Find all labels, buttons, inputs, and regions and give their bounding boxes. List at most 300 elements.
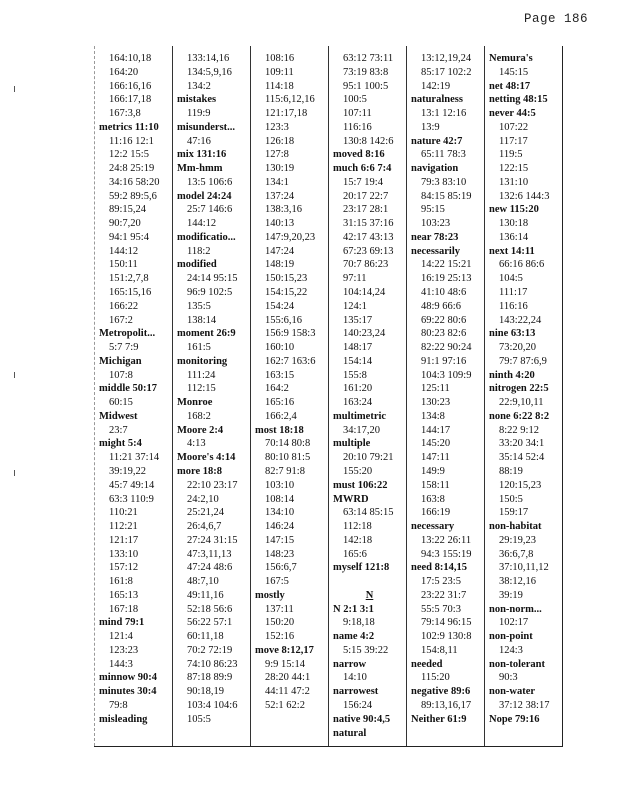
index-reference: 109:11 <box>265 66 294 78</box>
index-reference: 138:3,16 <box>265 204 303 216</box>
index-reference: 5:7 7:9 <box>109 342 139 354</box>
index-reference: 5:15 39:22 <box>343 644 389 656</box>
index-term: moved 8:16 <box>333 149 385 161</box>
index-reference: 166:19 <box>421 507 451 519</box>
index-reference: 166:22 <box>109 300 139 312</box>
index-reference: 44:11 47:2 <box>265 686 310 698</box>
margin-mark <box>14 470 15 476</box>
index-term: more 18:8 <box>177 465 222 477</box>
index-reference: 25:21,24 <box>187 507 225 519</box>
index-column <box>94 46 172 746</box>
index-reference: 69:22 80:6 <box>421 314 467 326</box>
index-reference: 154:8,11 <box>421 644 458 656</box>
index-reference: 28:20 44:1 <box>265 672 311 684</box>
index-reference: 145:15 <box>499 66 529 78</box>
index-term: modificatio... <box>177 231 236 243</box>
index-reference: 104:3 109:9 <box>421 369 472 381</box>
index-term: narrowest <box>333 686 379 698</box>
index-reference: 48:9 66:6 <box>421 300 461 312</box>
index-term: monitoring <box>177 355 228 367</box>
index-reference: 34:17,20 <box>343 424 381 436</box>
index-reference: 127:8 <box>265 149 289 161</box>
index-reference: 23:17 28:1 <box>343 204 389 216</box>
index-reference: 159:17 <box>499 507 529 519</box>
index-reference: 24:8 25:19 <box>109 163 155 175</box>
index-reference: 24:2,10 <box>187 493 219 505</box>
index-term: necessary <box>411 521 455 533</box>
index-reference: 143:22,24 <box>499 314 542 326</box>
index-term: new 115:20 <box>489 204 539 216</box>
index-reference: 107:22 <box>499 121 529 133</box>
index-reference: 112:21 <box>109 521 138 533</box>
index-reference: 33:20 34:1 <box>499 438 545 450</box>
index-reference: 132:6 144:3 <box>499 190 550 202</box>
index-term: Midwest <box>99 410 138 422</box>
index-reference: 35:14 52:4 <box>499 452 545 464</box>
index-reference: 79:14 96:15 <box>421 617 472 629</box>
index-reference: 161:8 <box>109 576 133 588</box>
index-reference: 154:15,22 <box>265 287 308 299</box>
index-reference: 165:16 <box>265 397 295 409</box>
index-term: mind 79:1 <box>99 617 145 629</box>
index-reference: 79:8 <box>109 699 128 711</box>
index-reference: 135:5 <box>187 300 211 312</box>
index-reference: 147:9,20,23 <box>265 231 316 243</box>
index-reference: 130:23 <box>421 397 451 409</box>
index-reference: 167:18 <box>109 603 139 615</box>
index-term: non-habitat <box>489 521 542 533</box>
index-term: moment 26:9 <box>177 328 236 340</box>
index-reference: 79:3 83:10 <box>421 176 467 188</box>
margin-mark <box>14 86 15 92</box>
index-reference: 4:13 <box>187 438 206 450</box>
index-term: minutes 30:4 <box>99 686 157 698</box>
index-reference: 52:18 56:6 <box>187 603 233 615</box>
index-term: next 14:11 <box>489 245 535 257</box>
index-reference: 118:2 <box>187 245 211 257</box>
index-reference: 133:14,16 <box>187 53 230 64</box>
index-reference: 55:5 70:3 <box>421 603 461 615</box>
index-term: must 106:22 <box>333 479 388 491</box>
index-reference: 108:14 <box>265 493 295 505</box>
index-reference: 148:23 <box>265 548 295 560</box>
index-term: Nemura's <box>489 53 533 64</box>
index-reference: 94:1 95:4 <box>109 231 149 243</box>
index-reference: 91:1 97:16 <box>421 355 467 367</box>
index-reference: 79:7 87:6,9 <box>499 355 547 367</box>
index-reference: 165:13 <box>109 589 139 601</box>
index-term: move 8:12,17 <box>255 644 314 656</box>
index-reference: 112:15 <box>187 383 216 395</box>
index-reference: 102:9 130:8 <box>421 631 472 643</box>
index-reference: 150:11 <box>109 259 138 271</box>
index-reference: 108:16 <box>265 53 295 64</box>
index-reference: 59:2 89:5,6 <box>109 190 157 202</box>
index-term: narrow <box>333 658 367 670</box>
index-reference: 39:19 <box>499 589 523 601</box>
index-reference: 148:17 <box>343 342 373 354</box>
index-reference: 164:20 <box>109 66 139 78</box>
index-reference: 119:5 <box>499 149 523 161</box>
index-reference: 140:23,24 <box>343 328 386 340</box>
index-reference: 70:7 86:23 <box>343 259 389 271</box>
index-reference: 167:2 <box>109 314 133 326</box>
index-term: Nope 79:16 <box>489 713 540 725</box>
index-reference: 22:10 23:17 <box>187 479 238 491</box>
index-reference: 95:15 <box>421 204 445 216</box>
index-reference: 145:20 <box>421 438 451 450</box>
index-reference: 42:17 43:13 <box>343 231 394 243</box>
index-term: N 2:1 3:1 <box>333 603 374 615</box>
index-reference: 82:7 91:8 <box>265 465 305 477</box>
index-reference: 15:7 19:4 <box>343 176 383 188</box>
index-term: much 6:6 7:4 <box>333 163 392 175</box>
index-reference: 45:7 49:14 <box>109 479 155 491</box>
index-reference: 37:10,11,12 <box>499 562 549 574</box>
index-reference: 9:18,18 <box>343 617 375 629</box>
index-reference: 119:9 <box>187 108 211 120</box>
index-reference: 158:11 <box>421 479 450 491</box>
index-reference: 63:3 110:9 <box>109 493 154 505</box>
index-reference: 20:10 79:21 <box>343 452 394 464</box>
index-reference: 116:16 <box>343 121 372 133</box>
index-reference: 73:19 83:8 <box>343 66 389 78</box>
index-term: nine 63:13 <box>489 328 536 340</box>
index-reference: 11:16 12:1 <box>109 135 154 147</box>
index-column <box>172 46 250 746</box>
index-reference: 152:16 <box>265 631 295 643</box>
index-reference: 87:18 89:9 <box>187 672 233 684</box>
index-reference: 23:7 <box>109 424 128 436</box>
index-reference: 80:23 82:6 <box>421 328 467 340</box>
index-term: mostly <box>255 589 285 601</box>
index-reference: 67:23 69:13 <box>343 245 394 257</box>
index-reference: 13:1 12:16 <box>421 108 467 120</box>
index-reference: 47:16 <box>187 135 211 147</box>
index-reference: 134:1 <box>265 176 289 188</box>
index-reference: 148:19 <box>265 259 295 271</box>
index-term: Neither 61:9 <box>411 713 467 725</box>
index-reference: 13:9 <box>421 121 440 133</box>
index-reference: 126:18 <box>265 135 295 147</box>
index-term: non-tolerant <box>489 658 545 670</box>
index-term: nitrogen 22:5 <box>489 383 549 395</box>
index-term: needed <box>411 658 443 670</box>
index-reference: 34:16 58:20 <box>109 176 160 188</box>
index-reference: 16:19 25:13 <box>421 273 472 285</box>
index-term: non-water <box>489 686 536 698</box>
index-reference: 107:11 <box>343 108 372 120</box>
index-reference: 56:22 57:1 <box>187 617 233 629</box>
index-term: native 90:4,5 <box>333 713 391 725</box>
index-column <box>250 46 328 746</box>
index-reference: 163:8 <box>421 493 445 505</box>
index-reference: 115:6,12,16 <box>265 94 315 106</box>
index-reference: 11:21 37:14 <box>109 452 160 464</box>
index-column <box>406 46 484 746</box>
index-reference: 112:18 <box>343 521 372 533</box>
index-term: Michigan <box>99 355 142 367</box>
index-term: natural <box>333 727 367 739</box>
index-term: metrics 11:10 <box>99 121 159 133</box>
index-reference: 74:10 86:23 <box>187 658 238 670</box>
index-term: mistakes <box>177 94 217 106</box>
index-reference: 13:12,19,24 <box>421 53 472 64</box>
index-reference: 96:9 102:5 <box>187 287 233 299</box>
index-reference: 24:14 95:15 <box>187 273 238 285</box>
index-reference: 155:20 <box>343 465 373 477</box>
index-reference: 167:5 <box>265 576 289 588</box>
index-reference: 156:6,7 <box>265 562 297 574</box>
index-reference: 154:24 <box>265 300 295 312</box>
index-term: modified <box>177 259 217 271</box>
index-reference: 49:11,16 <box>187 589 224 601</box>
index-reference: 94:3 155:19 <box>421 548 472 560</box>
index-term: need 8:14,15 <box>411 562 467 574</box>
index-reference: 31:15 37:16 <box>343 218 394 230</box>
page-number-label: Page 186 <box>523 12 588 26</box>
index-reference: 27:24 31:15 <box>187 534 238 546</box>
index-reference: 120:15,23 <box>499 479 542 491</box>
index-term: negative 89:6 <box>411 686 471 698</box>
index-reference: 110:21 <box>109 507 138 519</box>
index-term: near 78:23 <box>411 231 459 243</box>
index-term: naturalness <box>411 94 463 106</box>
index-reference: 36:6,7,8 <box>499 548 534 560</box>
index-reference: 63:14 85:15 <box>343 507 394 519</box>
index-reference: 47:24 48:6 <box>187 562 233 574</box>
index-reference: 115:20 <box>421 672 450 684</box>
index-reference: 137:11 <box>265 603 294 615</box>
index-reference: 90:3 <box>499 672 518 684</box>
index-term: multimetric <box>333 410 387 422</box>
index-reference <box>333 575 406 589</box>
index-reference: 156:24 <box>343 699 373 711</box>
index-reference: 111:17 <box>499 287 528 299</box>
index-reference: 107:8 <box>109 369 133 381</box>
index-reference: 89:15,24 <box>109 204 147 216</box>
index-reference: 144:12 <box>109 245 139 257</box>
index-reference: 163:15 <box>265 369 295 381</box>
index-term: netting 48:15 <box>489 94 548 106</box>
index-reference: 114:18 <box>265 80 294 92</box>
index-term: Monroe <box>177 397 213 409</box>
index-term: myself 121:8 <box>333 562 390 574</box>
index-reference: 104:14,24 <box>343 287 386 299</box>
index-reference: 151:2,7,8 <box>109 273 149 285</box>
index-reference: 136:14 <box>499 231 529 243</box>
index-reference: 97:11 <box>343 273 367 285</box>
index-reference: 63:12 73:11 <box>343 53 394 64</box>
index-reference: 116:16 <box>499 300 528 312</box>
index-reference: 39:19,22 <box>109 465 147 477</box>
index-reference: 17:5 23:5 <box>421 576 461 588</box>
index-reference: 26:4,6,7 <box>187 521 222 533</box>
index-reference: 166:16,16 <box>109 80 152 92</box>
index-reference: 85:17 102:2 <box>421 66 472 78</box>
index-term: misunderst... <box>177 121 236 133</box>
index-reference: 102:17 <box>499 617 529 629</box>
index-reference: 100:5 <box>343 94 367 106</box>
index-reference: 124:1 <box>343 300 367 312</box>
index-reference: 48:7,10 <box>187 576 219 588</box>
index-reference: 165:15,16 <box>109 287 152 299</box>
index-term: Metropolit... <box>99 328 156 340</box>
index-reference: 89:13,16,17 <box>421 699 472 711</box>
index-column <box>328 46 406 746</box>
index-term: minnow 90:4 <box>99 672 158 684</box>
index-reference: 88:19 <box>499 465 523 477</box>
index-reference: 12:2 15:5 <box>109 149 149 161</box>
index-reference: 162:7 163:6 <box>265 355 316 367</box>
index-reference: 123:23 <box>109 644 139 656</box>
index-reference: 147:15 <box>265 534 295 546</box>
index-term: nature 42:7 <box>411 135 463 147</box>
index-term: MWRD <box>333 493 369 505</box>
index-term: multiple <box>333 438 371 450</box>
index-reference: 84:15 85:19 <box>421 190 472 202</box>
index-reference: 155:6,16 <box>265 314 303 326</box>
index-term: Moore's 4:14 <box>177 452 236 464</box>
index-reference: 150:20 <box>265 617 295 629</box>
index-reference: 149:9 <box>421 465 445 477</box>
index-reference: 23:22 31:7 <box>421 589 467 601</box>
index-reference: 122:15 <box>499 163 529 175</box>
index-reference: 140:13 <box>265 218 295 230</box>
index-reference: 150:15,23 <box>265 273 308 285</box>
index-reference: 111:24 <box>187 369 216 381</box>
index-term: never 44:5 <box>489 108 536 120</box>
index-reference: 135:17 <box>343 314 373 326</box>
index-reference: 144:12 <box>187 218 217 230</box>
index-term: necessarily <box>411 245 460 257</box>
index-term: name 4:2 <box>333 631 375 643</box>
index-reference: 20:17 22:7 <box>343 190 389 202</box>
index-reference: 161:20 <box>343 383 373 395</box>
index-term: middle 50:17 <box>99 383 158 395</box>
index-reference: 154:14 <box>343 355 373 367</box>
index-reference: 134:8 <box>421 410 445 422</box>
index-reference: 29:19,23 <box>499 534 537 546</box>
index-term: Moore 2:4 <box>177 424 224 436</box>
index-reference: 14:10 <box>343 672 367 684</box>
index-reference: 104:5 <box>499 273 523 285</box>
margin-mark <box>14 372 15 378</box>
index-reference: 13:22 26:11 <box>421 534 472 546</box>
index-reference: 60:11,18 <box>187 631 224 643</box>
index-reference: 164:10,18 <box>109 53 152 64</box>
index-reference: 167:3,8 <box>109 108 141 120</box>
index-reference: 121:17 <box>109 534 139 546</box>
index-reference: 157:12 <box>109 562 139 574</box>
index-term: mix 131:16 <box>177 149 227 161</box>
index-reference: 130:18 <box>499 218 529 230</box>
index-column <box>484 46 562 746</box>
index-reference: 9:9 15:14 <box>265 658 305 670</box>
index-reference: 131:10 <box>499 176 529 188</box>
index-reference: 134:2 <box>187 80 211 92</box>
index-reference: 41:10 48:6 <box>421 287 467 299</box>
index-reference: 155:8 <box>343 369 367 381</box>
index-term: model 24:24 <box>177 190 232 202</box>
index-reference: 60:15 <box>109 397 133 409</box>
index-reference: 124:3 <box>499 644 523 656</box>
index-reference: 25:7 146:6 <box>187 204 233 216</box>
index-term: none 6:22 8:2 <box>489 410 550 422</box>
index-reference: 121:4 <box>109 631 133 643</box>
index-reference: 163:24 <box>343 397 373 409</box>
index-reference: 117:17 <box>499 135 528 147</box>
index-reference: 73:20,20 <box>499 342 537 354</box>
index-reference: 38:12,16 <box>499 576 537 588</box>
index-term: net 48:17 <box>489 80 531 92</box>
index-reference: 13:5 106:6 <box>187 176 233 188</box>
index-reference: 103:23 <box>421 218 451 230</box>
index-term: Mm-hmm <box>177 163 223 175</box>
index-reference: 150:5 <box>499 493 523 505</box>
index-reference: 82:22 90:24 <box>421 342 472 354</box>
index-term: non-norm... <box>489 603 542 615</box>
index-term: might 5:4 <box>99 438 142 450</box>
index-reference: 95:1 100:5 <box>343 80 389 92</box>
index-reference: 103:10 <box>265 479 295 491</box>
index-reference: 160:10 <box>265 342 295 354</box>
index-reference: 103:4 104:6 <box>187 699 238 711</box>
index-reference: 22:9,10,11 <box>499 397 544 409</box>
index-reference: 133:10 <box>109 548 139 560</box>
index-reference: 166:17,18 <box>109 94 152 106</box>
index-reference: 165:6 <box>343 548 367 560</box>
index-reference: 65:11 78:3 <box>421 149 466 161</box>
index-reference: 14:22 15:21 <box>421 259 472 271</box>
section-letter: N <box>365 589 374 601</box>
index-reference: 37:12 38:17 <box>499 699 550 711</box>
index-reference: 125:11 <box>421 383 450 395</box>
index-reference: 105:5 <box>187 713 211 725</box>
index-term: most 18:18 <box>255 424 304 436</box>
index-term: navigation <box>411 163 459 175</box>
index-reference: 70:2 72:19 <box>187 644 233 656</box>
index-reference: 146:24 <box>265 521 295 533</box>
index-reference: 156:9 158:3 <box>265 328 316 340</box>
index-term: ninth 4:20 <box>489 369 535 381</box>
index-reference: 147:11 <box>421 452 450 464</box>
index-reference: 142:18 <box>343 534 373 546</box>
index-reference: 161:5 <box>187 342 211 354</box>
index-reference: 123:3 <box>265 121 289 133</box>
index-reference: 134:10 <box>265 507 295 519</box>
index-reference: 66:16 86:6 <box>499 259 545 271</box>
index-reference: 130:8 142:6 <box>343 135 394 147</box>
index-reference: 70:14 80:8 <box>265 438 311 450</box>
index-term: non-point <box>489 631 533 643</box>
index-reference: 80:10 81:5 <box>265 452 311 464</box>
index-reference: 166:2,4 <box>265 410 297 422</box>
index-reference: 130:19 <box>265 163 295 175</box>
index-reference: 47:3,11,13 <box>187 548 232 560</box>
index-reference: 147:24 <box>265 245 295 257</box>
index-reference: 52:1 62:2 <box>265 699 305 711</box>
index-reference: 142:19 <box>421 80 451 92</box>
index-reference: 137:24 <box>265 190 295 202</box>
index-reference: 134:5,9,16 <box>187 66 232 78</box>
index-reference: 138:14 <box>187 314 217 326</box>
word-index-table <box>94 46 563 747</box>
index-reference: 121:17,18 <box>265 108 308 120</box>
index-reference: 144:3 <box>109 658 133 670</box>
index-reference: 8:22 9:12 <box>499 424 539 436</box>
index-reference: 90:18,19 <box>187 686 225 698</box>
